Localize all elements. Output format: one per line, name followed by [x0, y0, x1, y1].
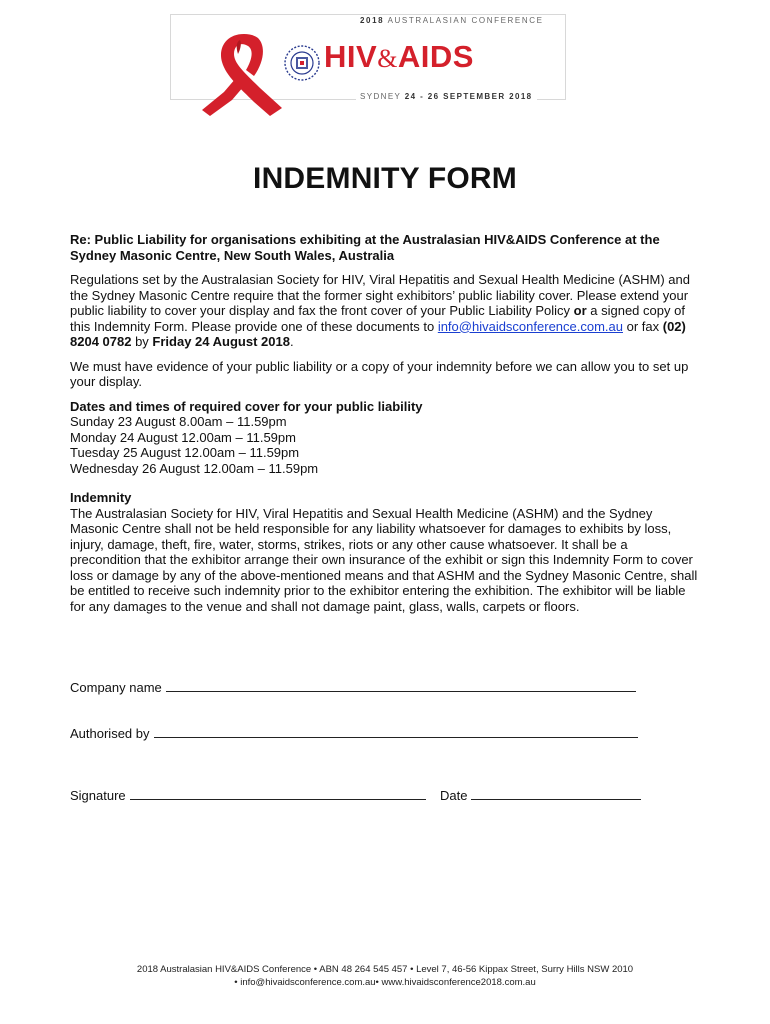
intro-text-4: by — [131, 334, 153, 349]
intro-text-5: . — [289, 334, 294, 349]
signature-label: Signature — [70, 788, 126, 803]
authorised-by-label: Authorised by — [70, 726, 150, 741]
indemnity-heading: Indemnity — [70, 490, 132, 505]
page-title: INDEMNITY FORM — [253, 162, 517, 195]
logo-amp-text: & — [377, 44, 398, 73]
conference-type: AUSTRALASIAN CONFERENCE — [387, 16, 544, 25]
intro-paragraph — [70, 272, 700, 350]
logo-hiv-text: HIV — [324, 39, 378, 74]
schedule-item: Tuesday 25 August 12.00am – 11.59pm — [70, 445, 300, 460]
evidence-paragraph: We must have evidence of your public liability or a copy of your indemnity before we can allow you to set up your display. — [70, 358, 689, 389]
intro-text-2: a signed copy of this Indemnity Form. Please provide one of these documents to — [70, 303, 685, 334]
fax-number: (02) 8204 0782 — [70, 318, 686, 349]
conference-banner-top — [356, 16, 548, 25]
page-footer — [0, 963, 770, 989]
conference-city: SYDNEY — [360, 92, 402, 101]
indemnity-paragraph: The Australasian Society for HIV, Viral Hepatitis and Sexual Health Medicine (ASHM) and the Sydney Masonic Centre shall not be held responsible for any liability whatsoever for damages to exhibits by loss, injury, damage, theft, fire, water, storms, strikes, riots or any other cause whatsoever. It shall be a precondition that the exhibitor arrange their own insurance of the exhibit or sign this Indemnity Form to cover loss or damage by any of the above-mentioned means and that ASHM and the Sydney Masonic Centre, shall be entitled to receive such indemnity prior to the exhibitor entering the exhibition. The exhibitor will be liable for any damages to the venue and shall not damage paint, glass, walls, carpets or floors. — [70, 505, 698, 614]
signature-field[interactable] — [70, 787, 426, 803]
society-seal-icon — [283, 44, 321, 82]
company-name-line[interactable] — [166, 679, 636, 692]
footer-line-2: • info@hivaidsconference.com.au• www.hivaidsconference2018.com.au — [234, 977, 536, 988]
company-name-label: Company name — [70, 680, 162, 695]
indemnity-section — [70, 490, 700, 614]
email-link[interactable]: info@hivaidsconference.com.au — [437, 318, 623, 334]
company-name-field[interactable] — [70, 679, 636, 695]
date-label: Date — [440, 788, 468, 803]
schedule-item: Monday 24 August 12.00am – 11.59pm — [70, 429, 296, 445]
document-body — [70, 232, 700, 614]
authorised-by-line[interactable] — [154, 725, 638, 738]
authorised-by-field[interactable] — [70, 725, 638, 741]
intro-text-3: or fax — [623, 318, 663, 334]
schedule-item: Sunday 23 August 8.00am – 11.59pm — [70, 414, 287, 429]
date-field[interactable] — [440, 787, 641, 803]
schedule-heading: Dates and times of required cover for your public liability — [70, 398, 423, 414]
re-line: Re: Public Liability for organisations exhibiting at the Australasian HIV&AIDS Conference at the Sydney Masonic Centre, New South Wales, Australia — [70, 232, 660, 263]
date-line[interactable] — [471, 787, 641, 800]
red-ribbon-icon — [196, 30, 286, 116]
intro-or: or — [573, 303, 587, 318]
footer-line-1: 2018 Australasian HIV&AIDS Conference • ABN 48 264 545 457 • Level 7, 46-56 Kippax Street, Surry Hills NSW 2010 — [136, 964, 634, 975]
schedule-item: Wednesday 26 August 12.00am – 11.59pm — [70, 460, 319, 476]
schedule-section — [70, 399, 700, 477]
intro-text-1: Regulations set by the Australasian Society for HIV, Viral Hepatitis and Sexual Health Medicine (ASHM) and the Sydney Masonic Centre require that the former sight exhibitors’ public liability cover. Please extend your public liability to cover your display and fax the front cover of your Public Liability Policy — [70, 272, 690, 318]
signature-line[interactable] — [130, 787, 426, 800]
conference-dates: 24 - 26 SEPTEMBER 2018 — [404, 92, 533, 101]
logo-aids-text: AIDS — [397, 39, 474, 74]
conference-year: 2018 — [360, 16, 385, 25]
logo-wordmark — [324, 39, 474, 75]
conference-banner-bottom — [356, 92, 537, 101]
deadline-date: Friday 24 August 2018 — [152, 334, 290, 349]
